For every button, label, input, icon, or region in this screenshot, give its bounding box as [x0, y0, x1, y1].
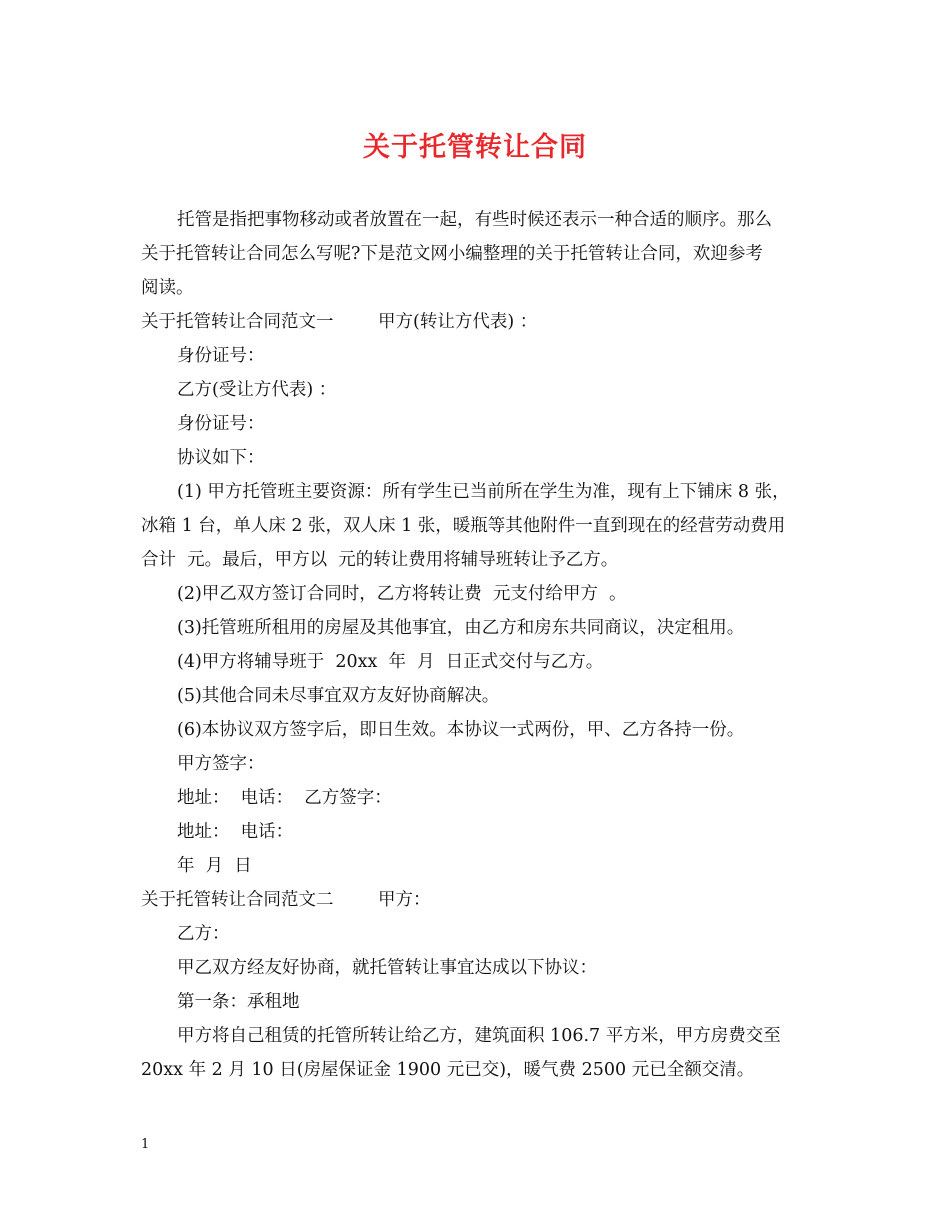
section-heading-line: 关于托管转让合同范文二 甲方： [141, 890, 431, 910]
clause-line: (2)甲乙双方签订合同时，乙方将转让费 元支付给甲方 。 [177, 584, 627, 604]
paragraph-line: 协议如下： [177, 448, 265, 468]
document-title: 关于托管转让合同 [363, 132, 587, 163]
clause-line: 合计 元。最后，甲方以 元的转让费用将辅导班转让予乙方。 [141, 550, 619, 570]
clause-line: (5)其他合同未尽事宜双方友好协商解决。 [177, 686, 500, 706]
clause-line: (6)本协议双方签字后，即日生效。本协议一式两份，甲、乙方各持一份。 [177, 720, 745, 740]
paragraph-line: 身份证号： [177, 414, 265, 434]
paragraph-line: 阅读。 [141, 278, 194, 298]
paragraph-line: 乙方(受让方代表) ： [177, 380, 337, 400]
page-number: 1 [141, 1137, 150, 1152]
signature-line: 甲方签字： [177, 754, 265, 774]
paragraph-line: 身份证号： [177, 346, 265, 366]
paragraph-line: 甲方将自己租赁的托管所转让给乙方，建筑面积 106.7 平方米，甲方房费交至 [177, 1026, 781, 1046]
paragraph-line: 第一条：承租地 [177, 992, 300, 1012]
section-heading-line: 关于托管转让合同范文一 甲方(转让方代表) ： [141, 312, 538, 332]
clause-line: (3)托管班所租用的房屋及其他事宜，由乙方和房东共同商议，决定租用。 [177, 618, 745, 638]
paragraph-line: 关于托管转让合同怎么写呢?下是范文网小编整理的关于托管转让合同，欢迎参考 [141, 244, 763, 264]
signature-line: 地址： 电话： 乙方签字： [177, 788, 392, 808]
clause-line: (1) 甲方托管班主要资源：所有学生已当前所在学生为准，现有上下铺床 8 张， [177, 482, 790, 502]
date-line: 年 月 日 [177, 856, 252, 876]
clause-line: 冰箱 1 台，单人床 2 张，双人床 1 张，暖瓶等其他附件一直到现在的经营劳动费用 [141, 516, 786, 536]
paragraph-line: 20xx 年 2 月 10 日(房屋保证金 1900 元已交)，暖气费 2500 元已全额交清。 [141, 1060, 755, 1080]
paragraph-line: 托管是指把事物移动或者放置在一起，有些时候还表示一种合适的顺序。那么 [177, 210, 772, 230]
clause-line: (4)甲方将辅导班于 20xx 年 月 日正式交付与乙方。 [177, 652, 604, 672]
paragraph-line: 甲乙双方经友好协商，就托管转让事宜达成以下协议： [177, 958, 597, 978]
paragraph-line: 乙方： [177, 924, 230, 944]
signature-line: 地址： 电话： [177, 822, 294, 842]
